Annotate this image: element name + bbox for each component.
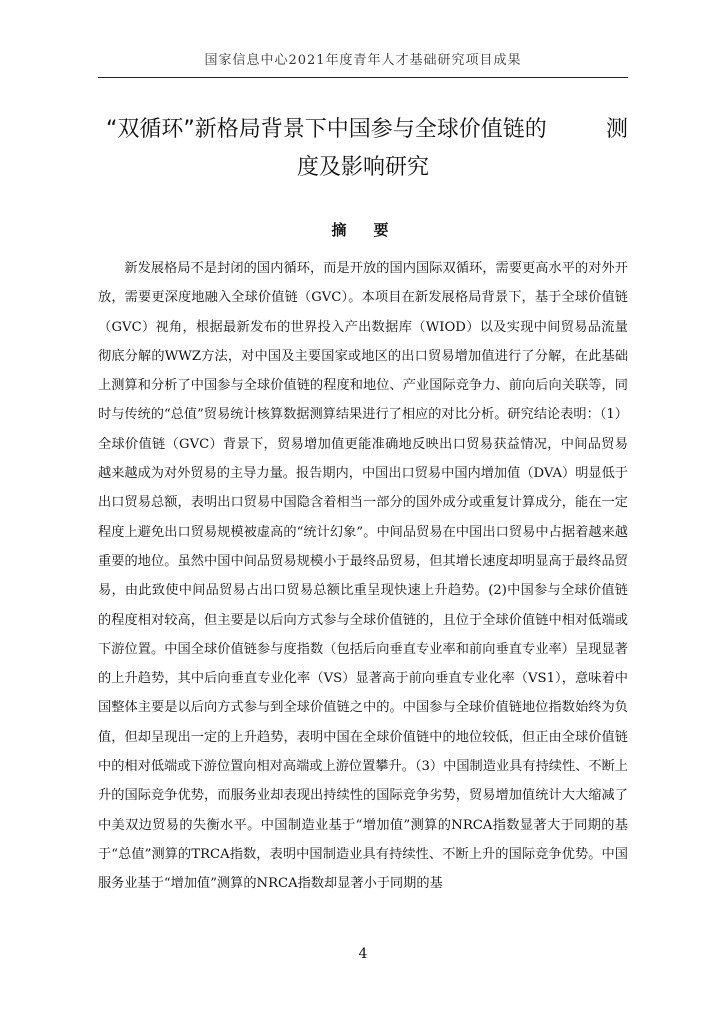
running-header: 国家信息中心2021年度青年人才基础研究项目成果 — [204, 53, 522, 68]
abstract-heading: 摘 要 — [331, 221, 395, 239]
header-divider — [98, 77, 628, 78]
title-text-tail: 测 — [605, 117, 628, 142]
abstract-body: 新发展格局不是封闭的国内循环，而是开放的国内国际双循环，需要更高水平的对外开放，需要更深度地融入全球价值链（GVC）。本项目在新发展格局背景下，基于全球价值链（GVC）视角，根据最新发布的世界投入产出数据库（WIOD）以及实现中间贸易品流量彻底分解的WWZ方法，对中国及主要国家或地区的出口贸易增加值进行了分解，在此基础上测算和分析了中国参与全球价值链的程度和地位、产业国际竞争力、前向后向关联等，同时与传统的“总值”贸易统计核算数据测算结果进行了相应的对比分析。研究结论表明：（1）全球价值链（GVC）背景下，贸易增加值更能准确地反映出口贸易获益情况，中间品贸易越来越成为对外贸易的主导力量。报告期内，中国出口贸易中国内增加值（DVA）明显低于出口贸易总额，表明出口贸易中国隐含着相当一部分的国外成分或重复计算成分，能在一定程度上避免出口贸易规模被虚高的“统计幻象”。中间品贸易在中国出口贸易中占据着越来越重要的地位。虽然中国中间品贸易规模小于最终品贸易，但其增长速度却明显高于最终品贸易，由此致使中间品贸易占出口贸易总额比重呈现快速上升趋势。(2)中国参与全球价值链的程度相对较高，但主要是以后向方式参与全球价值链的，且位于全球价值链中相对低端或下游位置。中国全球价值链参与度指数（包括后向垂直专业率和前向垂直专业率）呈现显著的上升趋势，其中后向垂直专业化率（VS）显著高于前向垂直专业化率（VS1），意味着中国整体主要是以后向方式参与到全球价值链之中的。中国参与全球价值链地位指数始终为负值，但却呈现出一定的上升趋势，表明中国在全球价值链中的地位较低，但正由全球价值链中的相对低端或下游位置向相对高端或上游位置攀升。（3）中国制造业具有持续性、不断上升的国际竞争优势，而服务业却表现出持续性的国际竞争劣势，贸易增加值统计大大缩减了中美双边贸易的失衡水平。中国制造业基于“增加值”测算的NRCA指数显著大于同期的基于“总值”测算的TRCA指数，表明中国制造业具有持续性、不断上升的国际竞争优势。中国服务业基于“增加值”测算的NRCA指数却显著小于同期的基 — [98, 261, 628, 892]
document-title-line-1 — [98, 112, 628, 148]
document-title-line-2: 度及影响研究 — [296, 155, 429, 180]
page-number: 4 — [358, 946, 368, 962]
title-text-main: “双循环”新格局背景下中国参与全球价值链的 — [106, 117, 547, 142]
